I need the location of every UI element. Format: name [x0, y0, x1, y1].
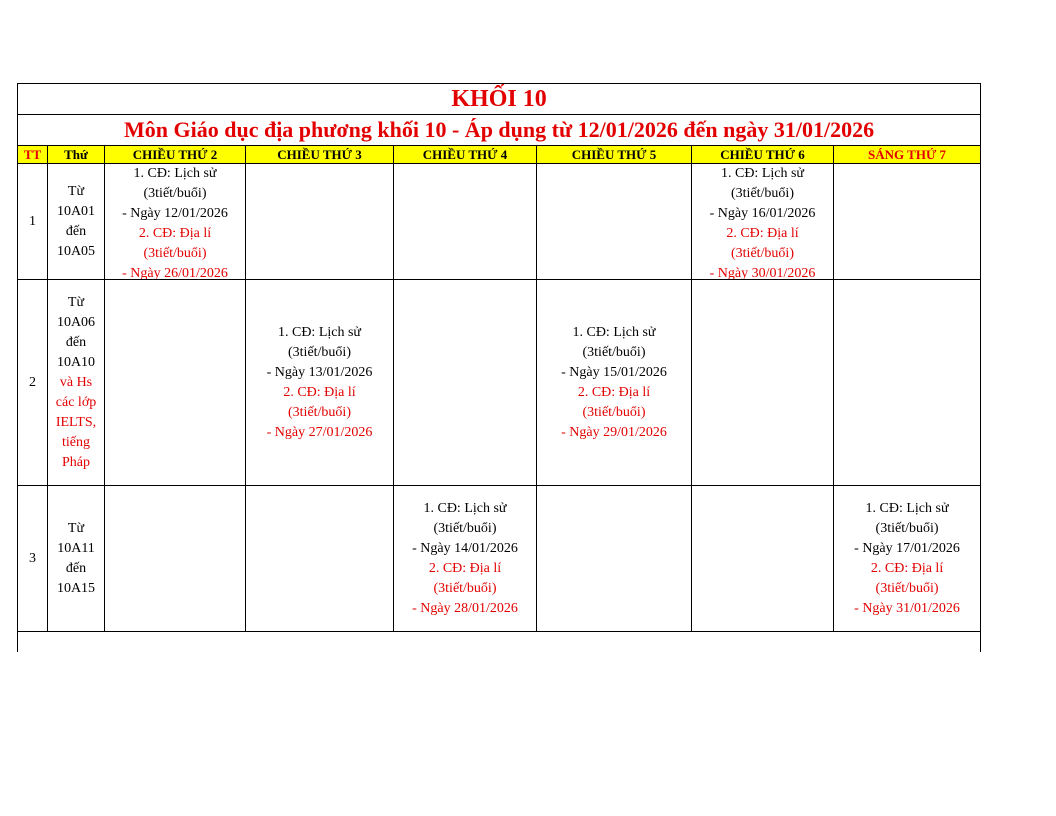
- header-chieu-thu-5: CHIỀU THỨ 5: [537, 146, 692, 164]
- cell-thu-2: [105, 164, 246, 280]
- cell-thu-4: [394, 164, 537, 280]
- class-range-line: 10A11: [57, 540, 95, 556]
- row-number: 1: [18, 164, 48, 280]
- schedule-line: (3tiết/buổi): [731, 246, 794, 261]
- cell-thu-4: [394, 280, 537, 486]
- schedule-line: 1. CĐ: Lịch sử: [133, 166, 217, 181]
- schedule-line: (3tiết/buổi): [143, 186, 207, 201]
- header-row: [18, 146, 981, 164]
- schedule-line: 2. CĐ: Địa lí: [283, 384, 356, 400]
- header-chieu-thu-3: CHIỀU THỨ 3: [246, 146, 394, 164]
- schedule-line: 2. CĐ: Địa lí: [726, 226, 799, 241]
- schedule-line: (3tiết/buổi): [875, 520, 939, 536]
- schedule-line: (3tiết/buổi): [731, 186, 794, 201]
- cell-thu-2: [105, 486, 246, 632]
- header-thu: Thứ: [48, 146, 105, 164]
- schedule-line: - Ngày 31/01/2026: [854, 600, 960, 616]
- schedule-line: (3tiết/buổi): [288, 344, 351, 360]
- cell-thu-5: [537, 280, 692, 486]
- table-row: [18, 486, 981, 632]
- cell-thu-6: [692, 164, 834, 280]
- sheet-title: KHỐI 10: [18, 84, 981, 115]
- cell-thu-3: [246, 280, 394, 486]
- schedule-line: 1. CĐ: Lịch sử: [865, 500, 949, 516]
- cell-thu-5: [537, 486, 692, 632]
- header-chieu-thu-6: CHIỀU THỨ 6: [692, 146, 834, 164]
- class-range-line: Pháp: [62, 454, 90, 470]
- schedule-line: (3tiết/buổi): [582, 404, 646, 420]
- cell-thu-6: [692, 486, 834, 632]
- class-range-line: IELTS,: [55, 414, 97, 430]
- schedule-line: - Ngày 29/01/2026: [561, 424, 667, 440]
- class-range-line: và Hs: [59, 374, 93, 390]
- schedule-line: 2. CĐ: Địa lí: [428, 560, 502, 576]
- schedule-line: - Ngày 12/01/2026: [122, 206, 228, 221]
- schedule-line: 2. CĐ: Địa lí: [577, 384, 651, 400]
- class-range-line: đến: [65, 334, 87, 350]
- row-number: 2: [18, 280, 48, 486]
- schedule-line: (3tiết/buổi): [143, 246, 207, 261]
- schedule-line: (3tiết/buổi): [288, 404, 351, 420]
- schedule-line: (3tiết/buổi): [875, 580, 939, 596]
- schedule-line: - Ngày 15/01/2026: [561, 364, 667, 380]
- schedule-line: (3tiết/buổi): [433, 580, 497, 596]
- table-row: [18, 164, 981, 280]
- class-range-line: đến: [65, 223, 87, 239]
- header-sang-thu-7: SÁNG THỨ 7: [834, 146, 981, 164]
- row-number: 3: [18, 486, 48, 632]
- header-chieu-thu-2: CHIỀU THỨ 2: [105, 146, 246, 164]
- class-range-line: 10A01: [56, 203, 96, 219]
- header-tt: TT: [18, 146, 48, 164]
- schedule-line: 1. CĐ: Lịch sử: [423, 500, 507, 516]
- schedule-line: - Ngày 28/01/2026: [412, 600, 518, 616]
- class-range-line: 10A06: [56, 314, 96, 330]
- class-range-line: các lớp: [55, 394, 97, 410]
- class-range-line: đến: [65, 560, 87, 576]
- class-range-line: 10A10: [56, 354, 96, 370]
- class-range-line: Từ: [67, 183, 85, 199]
- empty-row: [18, 632, 981, 653]
- schedule-line: 2. CĐ: Địa lí: [870, 560, 944, 576]
- cell-thu-2: [105, 280, 246, 486]
- schedule-line: - Ngày 26/01/2026: [122, 266, 228, 279]
- schedule-line: - Ngày 30/01/2026: [709, 266, 816, 279]
- cell-thu-5: [537, 164, 692, 280]
- schedule-line: - Ngày 13/01/2026: [266, 364, 373, 380]
- class-range-line: tiếng: [62, 434, 90, 450]
- schedule-table: [17, 83, 981, 652]
- schedule-line: 1. CĐ: Lịch sử: [572, 324, 656, 340]
- empty-cell: [18, 632, 981, 653]
- schedule-line: 1. CĐ: Lịch sử: [277, 324, 362, 340]
- class-range-line: 10A05: [56, 243, 96, 259]
- schedule-line: 2. CĐ: Địa lí: [138, 226, 212, 241]
- schedule-line: (3tiết/buổi): [582, 344, 646, 360]
- class-range-line: 10A15: [56, 580, 96, 596]
- header-chieu-thu-4: CHIỀU THỨ 4: [394, 146, 537, 164]
- table-row: [18, 280, 981, 486]
- cell-thu-3: [246, 486, 394, 632]
- schedule-line: - Ngày 16/01/2026: [709, 206, 816, 221]
- schedule-line: - Ngày 27/01/2026: [266, 424, 373, 440]
- cell-thu-6: [692, 280, 834, 486]
- cell-thu-7: [834, 486, 981, 632]
- schedule-line: - Ngày 17/01/2026: [854, 540, 960, 556]
- class-range-line: Từ: [67, 294, 85, 310]
- class-range-line: Từ: [67, 520, 85, 536]
- schedule-line: - Ngày 14/01/2026: [412, 540, 518, 556]
- cell-thu-7: [834, 164, 981, 280]
- schedule-line: (3tiết/buổi): [433, 520, 497, 536]
- sheet-subtitle: Môn Giáo dục địa phương khối 10 - Áp dụng từ 12/01/2026 đến ngày 31/01/2026: [18, 115, 981, 146]
- class-range: [48, 280, 105, 486]
- cell-thu-7: [834, 280, 981, 486]
- schedule-line: 1. CĐ: Lịch sử: [720, 166, 805, 181]
- class-range: [48, 164, 105, 280]
- cell-thu-3: [246, 164, 394, 280]
- cell-thu-4: [394, 486, 537, 632]
- class-range: [48, 486, 105, 632]
